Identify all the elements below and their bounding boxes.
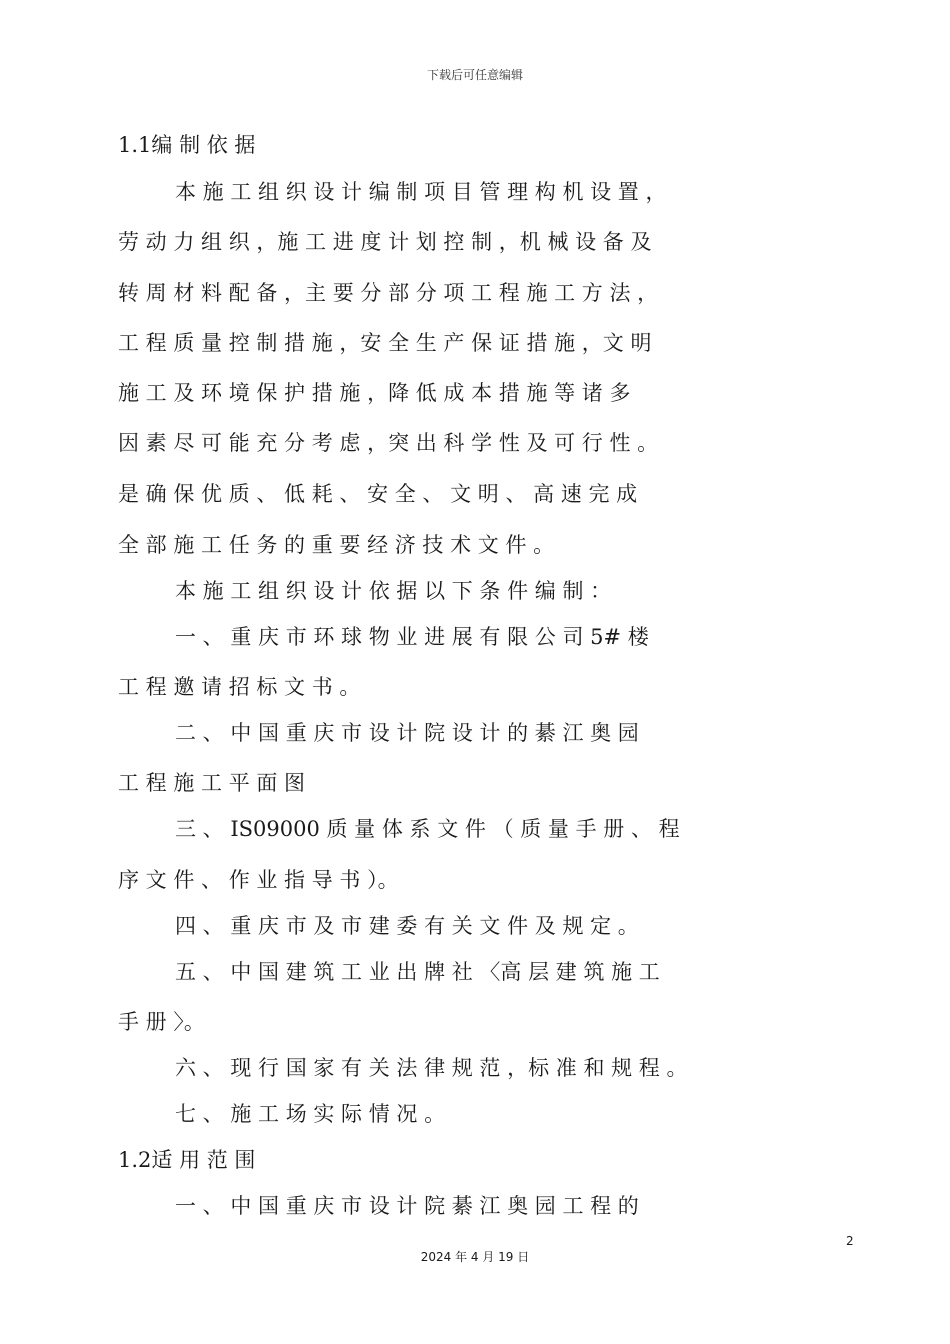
page-header: 下载后可任意编辑 <box>426 68 523 82</box>
list-item: 三 、 IS09000 质 量 体 系 文 件 （ 质 量 手 册 、 程 <box>175 817 680 841</box>
list-item-continuation: 手 册 〉。 <box>118 1010 205 1034</box>
paragraph-line: 劳 动 力 组 织 ，施 工 进 度 计 划 控 制 ，机 械 设 备 及 <box>118 230 652 254</box>
page-number: 2 <box>846 1234 854 1248</box>
list-item: 六 、 现 行 国 家 有 关 法 律 规 范 ，标 准 和 规 程 。 <box>175 1056 688 1080</box>
list-item: 一 、 中 国 重 庆 市 设 计 院 綦 江 奥 园 工 程 的 <box>175 1194 639 1218</box>
paragraph-line: 是 确 保 优 质 、 低 耗 、 安 全 、 文 明 、 高 速 完 成 <box>118 482 638 506</box>
section-heading-1-1: 1.1编 制 依 据 <box>118 133 256 157</box>
list-item: 二 、 中 国 重 庆 市 设 计 院 设 计 的 綦 江 奥 园 <box>175 721 639 745</box>
list-item: 七 、 施 工 场 实 际 情 况 。 <box>175 1102 446 1126</box>
list-item: 一 、 重 庆 市 环 球 物 业 进 展 有 限 公 司 5# 楼 <box>175 625 649 649</box>
list-item-continuation: 工 程 施 工 平 面 图 <box>118 771 306 795</box>
paragraph-line: 全 部 施 工 任 务 的 重 要 经 济 技 术 文 件 。 <box>118 533 555 557</box>
section-heading-1-2: 1.2适 用 范 围 <box>118 1148 256 1172</box>
list-item-continuation: 工 程 邀 请 招 标 文 书 。 <box>118 675 361 699</box>
list-item: 五 、 中 国 建 筑 工 业 出 牌 社 〈高 层 建 筑 施 工 <box>175 960 660 984</box>
paragraph-line: 工 程 质 量 控 制 措 施 ，安 全 生 产 保 证 措 施 ，文 明 <box>118 331 652 355</box>
paragraph-line: 本 施 工 组 织 设 计 依 据 以 下 条 件 编 制 ： <box>175 579 612 603</box>
paragraph-line: 转 周 材 料 配 备 ，主 要 分 部 分 项 工 程 施 工 方 法 ， <box>118 281 659 305</box>
paragraph-line: 施 工 及 环 境 保 护 措 施 ，降 低 成 本 措 施 等 诸 多 <box>118 381 631 405</box>
list-item-continuation: 序 文 件 、 作 业 指 导 书 ）。 <box>118 868 399 892</box>
paragraph-line: 因 素 尽 可 能 充 分 考 虑 ，突 出 科 学 性 及 可 行 性 。 <box>118 431 659 455</box>
paragraph-line: 本 施 工 组 织 设 计 编 制 项 目 管 理 构 机 设 置 ， <box>175 180 667 204</box>
list-item: 四 、 重 庆 市 及 市 建 委 有 关 文 件 及 规 定 。 <box>175 914 639 938</box>
footer-date: 2024 年 4 月 19 日 <box>420 1250 530 1264</box>
